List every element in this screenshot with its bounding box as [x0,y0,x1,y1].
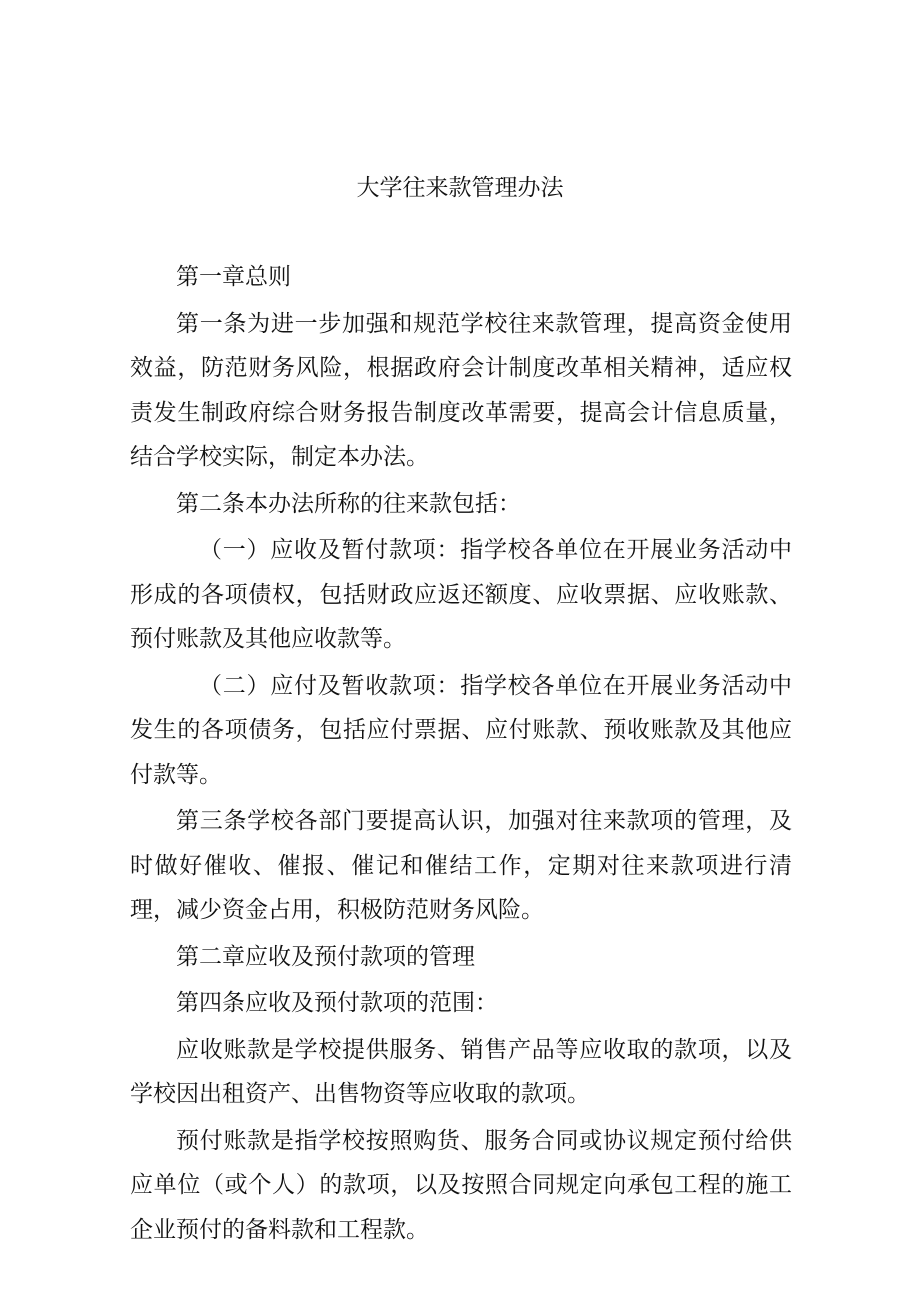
chapter-2-heading: 第二章应收及预付款项的管理 [176,943,475,970]
article-4: 第四条应收及预付款项的范围： [176,990,498,1016]
article-2-item-2: （二）应付及暂收款项：指学校各单位在开展业务活动中发生的各项债务，包括应付票据、应付账款、预收账款及其他应付款等。 [130,672,792,788]
article-1: 第一条为进一步加强和规范学校往来款管理，提高资金使用效益，防范财务风险，根据政府会计制度改革相关精神，适应权责发生制政府综合财务报告制度改革需要，提高会计信息质量，结合学校实际，制定本办法。 [130,310,792,470]
document-title: 大学往来款管理办法 [356,175,564,201]
chapter-1-heading: 第一章总则 [176,264,291,290]
article-3: 第三条学校各部门要提高认识，加强对往来款项的管理，及时做好催收、催报、催记和催结工作，定期对往来款项进行清理，减少资金占用，积极防范财务风险。 [130,808,792,923]
prepayments-definition: 预付账款是指学校按照购货、服务合同或协议规定预付给供应单位（或个人）的款项，以及按照合同规定向承包工程的施工企业预付的备料款和工程款。 [130,1127,792,1243]
document-body [130,255,792,1254]
article-2-item-1: （一）应收及暂付款项：指学校各单位在开展业务活动中形成的各项债权，包括财政应返还额度、应收票据、应收账款、预付账款及其他应收款等。 [130,537,792,652]
accounts-receivable-definition: 应收账款是学校提供服务、销售产品等应收取的款项，以及学校因出租资产、出售物资等应收取的款项。 [130,1036,792,1107]
article-2: 第二条本办法所称的往来款包括： [176,490,521,517]
